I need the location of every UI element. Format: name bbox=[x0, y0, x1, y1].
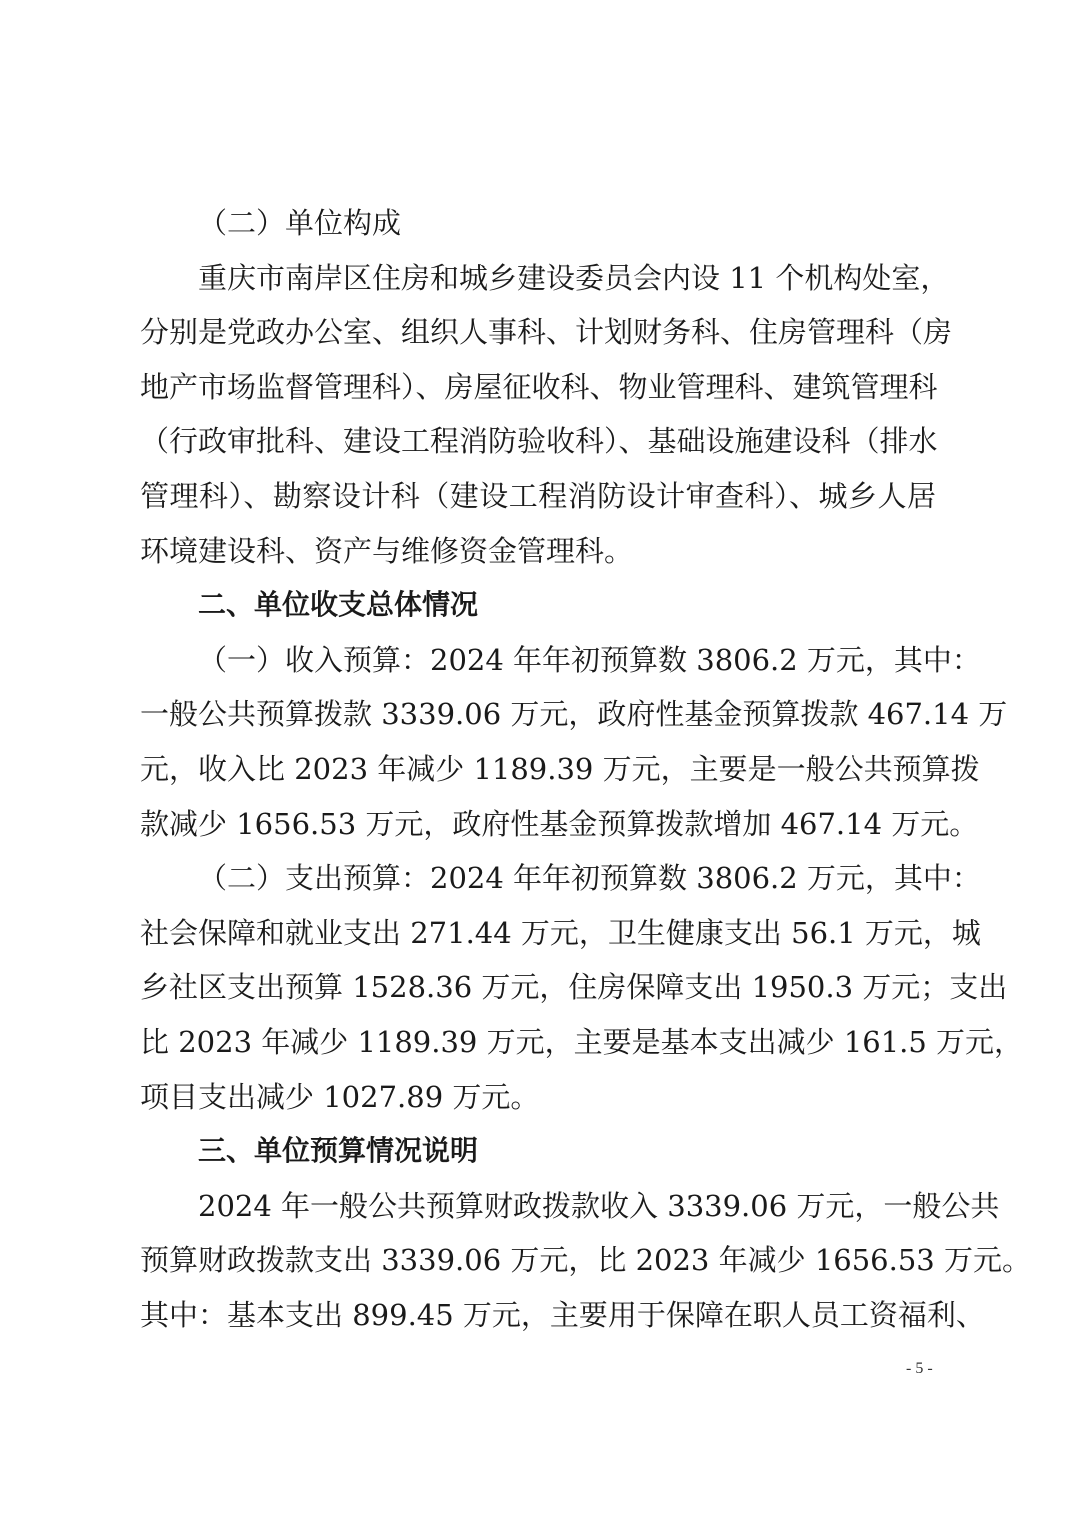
section-heading-income-expense: 二、单位收支总体情况 bbox=[198, 588, 479, 622]
section-heading-budget-explanation: 三、单位预算情况说明 bbox=[198, 1134, 479, 1168]
paragraph-line: 款减少 1656.53 万元，政府性基金预算拨款增加 467.14 万元。 bbox=[140, 806, 979, 841]
paragraph-line: 乡社区支出预算 1528.36 万元，住房保障支出 1950.3 万元；支出 bbox=[140, 970, 1008, 1005]
paragraph-line: 2024 年一般公共预算财政拨款收入 3339.06 万元，一般公共 bbox=[198, 1188, 1000, 1223]
paragraph-line: 比 2023 年减少 1189.39 万元，主要是基本支出减少 161.5 万元， bbox=[140, 1024, 1024, 1059]
subsection-heading-unit-composition: （二）单位构成 bbox=[198, 206, 402, 240]
paragraph-line: （一）收入预算：2024 年年初预算数 3806.2 万元，其中： bbox=[198, 642, 981, 677]
paragraph-line: 分别是党政办公室、组织人事科、计划财务科、住房管理科（房 bbox=[140, 315, 953, 350]
paragraph-line: 环境建设科、资产与维修资金管理科。 bbox=[140, 533, 634, 568]
page-number: - 5 - bbox=[906, 1360, 933, 1377]
paragraph-line: 一般公共预算拨款 3339.06 万元，政府性基金预算拨款 467.14 万 bbox=[140, 697, 1008, 732]
paragraph-line: 管理科）、勘察设计科（建设工程消防设计审查科）、城乡人居 bbox=[140, 478, 936, 513]
paragraph-line: 重庆市南岸区住房和城乡建设委员会内设 11 个机构处室， bbox=[198, 260, 950, 295]
document-body bbox=[140, 196, 1031, 1342]
paragraph-line: 社会保障和就业支出 271.44 万元，卫生健康支出 56.1 万元，城 bbox=[140, 915, 981, 950]
paragraph-line: （行政审批科、建设工程消防验收科）、基础设施建设科（排水 bbox=[140, 424, 938, 459]
paragraph-line: （二）支出预算：2024 年年初预算数 3806.2 万元，其中： bbox=[198, 861, 981, 896]
paragraph-line: 项目支出减少 1027.89 万元。 bbox=[140, 1079, 540, 1114]
paragraph-line: 元，收入比 2023 年减少 1189.39 万元，主要是一般公共预算拨 bbox=[140, 751, 980, 786]
paragraph-line: 其中：基本支出 899.45 万元，主要用于保障在职人员工资福利、 bbox=[140, 1297, 985, 1332]
paragraph-line: 预算财政拨款支出 3339.06 万元，比 2023 年减少 1656.53 万元。 bbox=[140, 1243, 1031, 1278]
paragraph-line: 地产市场监督管理科）、房屋征收科、物业管理科、建筑管理科 bbox=[140, 369, 938, 404]
